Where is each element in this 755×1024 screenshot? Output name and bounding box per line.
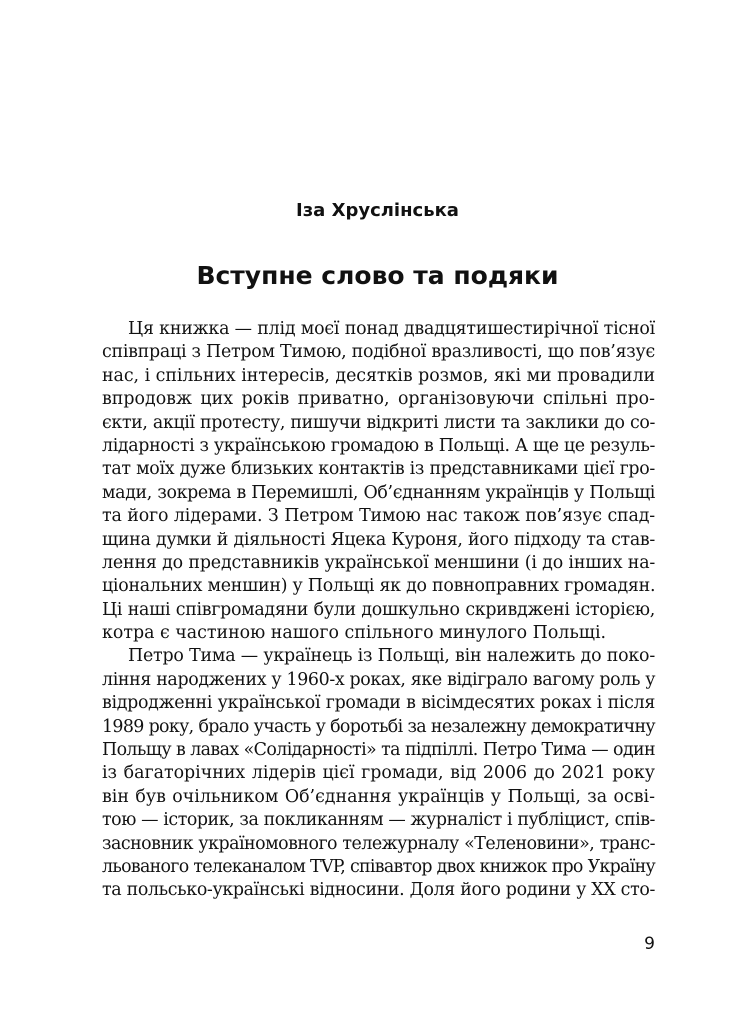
text-line: ління народжених у 1960-х роках, яке відіграло вагому роль у: [102, 669, 656, 690]
text-line: Польщу в лавах «Солідарності» та підпіллі. Петро Тима — один: [102, 740, 655, 761]
text-line: льованого телеканалом TVP, співавтор двох книжок про Україну: [102, 856, 655, 877]
text-line: котра є частиною нашого спільного минулого Польщі.: [102, 623, 607, 644]
text-line: нас, і спільних інтересів, десятків розмов, які ми провадили: [102, 365, 655, 386]
author-name: Іза Хруслінська: [296, 200, 459, 221]
text-line: єкти, акції протесту, пишучи відкриті листи та заклики до со-: [102, 412, 655, 433]
text-line: відродженні української громади в вісімдесятих роках і після: [102, 693, 655, 714]
text-line: та польсько-українські відносини. Доля його родини у XX сто-: [102, 880, 655, 901]
text-line: він був очільником Об’єднання українців у Польщі, за осві-: [102, 786, 655, 807]
chapter-title: Вступне слово та подяки: [196, 261, 559, 290]
text-line: лідарності з українською громадою в Польщі. А ще це резуль-: [102, 435, 655, 456]
text-line: Петро Тима — українець із Польщі, він належить до поко-: [128, 646, 655, 667]
text-line: лення до представників української меншини (і до інших на-: [102, 552, 656, 573]
body-text: [102, 318, 655, 903]
text-line: 1989 року, брало участь у боротьбі за незалежну демократичну: [102, 716, 655, 737]
text-line: впродовж цих років приватно, організовуючи спільні про-: [102, 389, 655, 410]
text-line: співпраці з Петром Тимою, подібної вразливості, що пов’язує: [102, 342, 656, 363]
text-line: засновник україномовного тележурналу «Теленовини», транс-: [102, 833, 655, 854]
text-line: Ця книжка — плід моєї понад двадцятишестирічної тісної: [128, 319, 655, 339]
text-line: Ці наші співгромадяни були дошкульно скривджені історією,: [102, 599, 655, 620]
text-line: та його лідерами. З Петром Тимою нас також пов’язує спад-: [102, 506, 655, 527]
text-line: із багаторічних лідерів цієї громади, від 2006 до 2021 року: [102, 763, 655, 784]
text-line: тою — історик, за покликанням — журналіст і публіцист, спів-: [102, 810, 655, 831]
text-line: мади, зокрема в Перемишлі, Об’єднанням українців у Польщі: [102, 482, 655, 503]
text-line: ціональних меншин) у Польщі як до повноправних громадян.: [102, 576, 656, 597]
text-line: тат моїх дуже близьких контактів із представниками цієї гро-: [102, 459, 655, 480]
paragraph-1: [102, 318, 655, 645]
text-line: щина думки й діяльності Яцека Куроня, його підходу та став-: [102, 529, 655, 550]
paragraph-2: [102, 645, 655, 902]
page-number: 9: [644, 934, 655, 954]
